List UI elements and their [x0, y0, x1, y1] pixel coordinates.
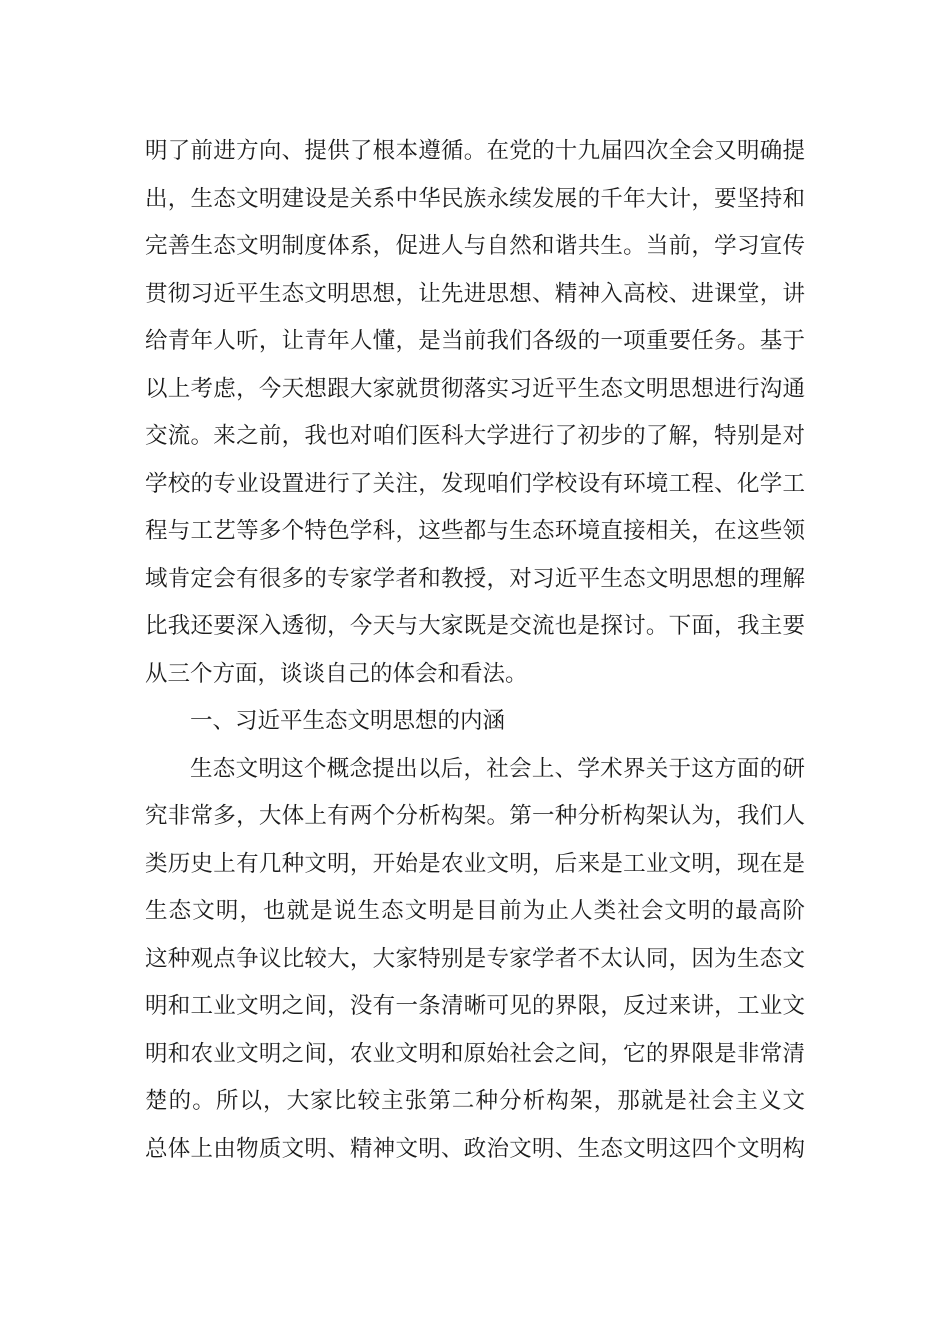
text-line: 明和农业文明之间，农业文明和原始社会之间，它的界限是非常清	[145, 1040, 805, 1067]
text-line: 生态文明，也就是说生态文明是目前为止人类社会文明的最高阶	[145, 898, 805, 924]
text-line: 类历史上有几种文明，开始是农业文明，后来是工业文明，现在是	[145, 850, 805, 877]
body-text	[145, 128, 805, 1173]
text-line: 明和工业文明之间，没有一条清晰可见的界限，反过来讲，工业文	[145, 993, 805, 1019]
text-line: 程与工艺等多个特色学科，这些都与生态环境直接相关，在这些领	[145, 518, 805, 544]
text-line: 这种观点争议比较大，大家特别是专家学者不太认同，因为生态文	[145, 945, 805, 972]
text-line: 楚的。所以，大家比较主张第二种分析构架，那就是社会主义文	[145, 1088, 805, 1114]
text-line: 总体上由物质文明、精神文明、政治文明、生态文明这四个文明构	[145, 1135, 805, 1162]
text-line: 给青年人听，让青年人懂，是当前我们各级的一项重要任务。基于	[145, 328, 805, 354]
text-line: 以上考虑，今天想跟大家就贯彻落实习近平生态文明思想进行沟通	[145, 375, 805, 402]
text-line: 出，生态文明建设是关系中华民族永续发展的千年大计，要坚持和	[145, 185, 805, 212]
text-line: 生态文明这个概念提出以后，社会上、学术界关于这方面的研	[190, 755, 805, 782]
section-heading: 一、习近平生态文明思想的内涵	[190, 708, 506, 734]
text-line: 从三个方面，谈谈自己的体会和看法。	[145, 660, 528, 687]
text-line: 明了前进方向、提供了根本遵循。在党的十九届四次全会又明确提	[145, 138, 805, 164]
text-line: 域肯定会有很多的专家学者和教授，对习近平生态文明思想的理解	[145, 565, 805, 592]
text-line: 比我还要深入透彻，今天与大家既是交流也是探讨。下面，我主要	[145, 613, 805, 639]
text-line: 究非常多，大体上有两个分析构架。第一种分析构架认为，我们人	[145, 803, 805, 829]
text-line: 贯彻习近平生态文明思想，让先进思想、精神入高校、进课堂，讲	[145, 280, 805, 307]
text-line: 学校的专业设置进行了关注，发现咱们学校设有环境工程、化学工	[145, 470, 805, 497]
text-line: 完善生态文明制度体系，促进人与自然和谐共生。当前，学习宣传	[145, 233, 805, 259]
text-line: 交流。来之前，我也对咱们医科大学进行了初步的了解，特别是对	[145, 423, 805, 449]
